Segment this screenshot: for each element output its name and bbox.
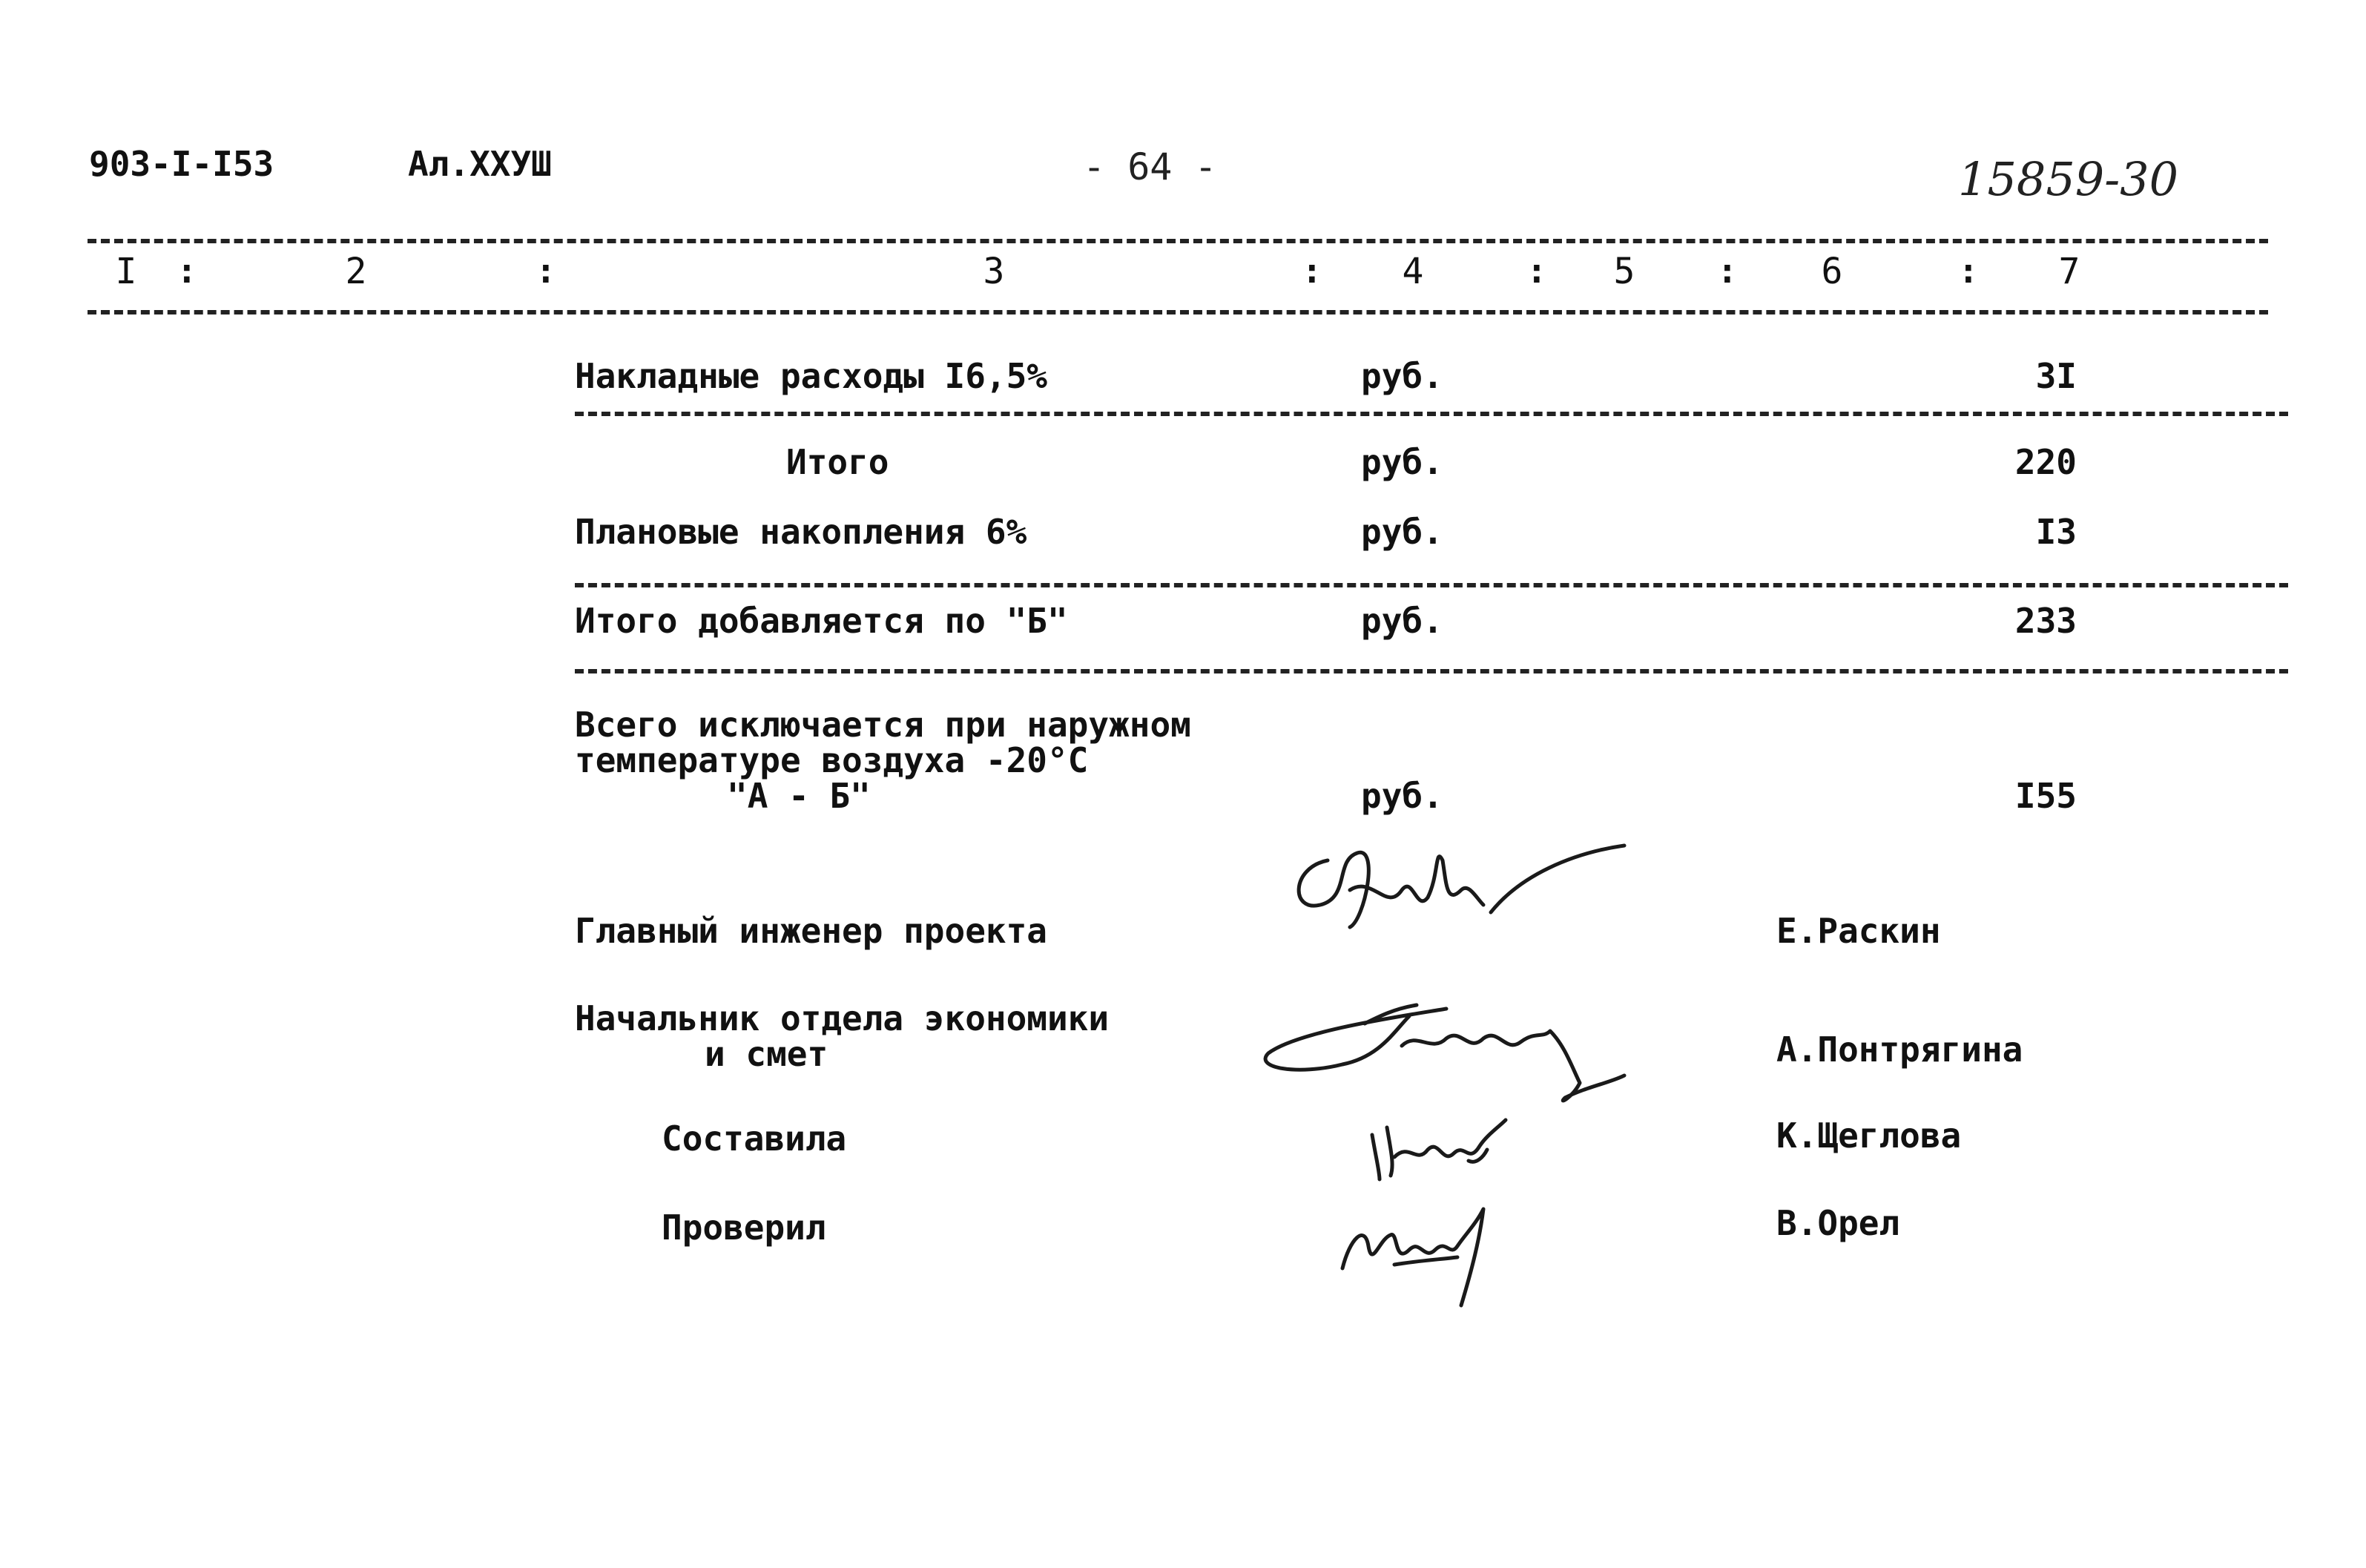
- signature-role-checked: Проверил: [662, 1208, 826, 1248]
- column-number-5: 5: [1613, 251, 1635, 292]
- signature-scribble-orel: [1328, 1194, 1520, 1313]
- row-label-overhead: Накладные расходы I6,5%: [575, 356, 1047, 396]
- column-number-4: 4: [1402, 251, 1424, 292]
- row-unit: руб.: [1361, 356, 1443, 396]
- signature-name: В.Орел: [1776, 1203, 1900, 1243]
- signature-scribble-pontryagina: [1253, 986, 1639, 1120]
- row-unit: руб.: [1361, 512, 1443, 552]
- signature-name: А.Понтрягина: [1776, 1030, 2023, 1070]
- column-separator: :: [536, 251, 556, 291]
- column-number-3: 3: [983, 251, 1005, 292]
- row-rule: [575, 583, 2288, 587]
- column-number-6: 6: [1821, 251, 1843, 292]
- row-value: 3I: [2035, 356, 2077, 396]
- header-bottom-rule: [88, 310, 2268, 314]
- column-separator: :: [1717, 251, 1738, 291]
- signature-scribble-raskin: [1276, 831, 1632, 942]
- album-number: Ал.XXУШ: [408, 144, 552, 184]
- handwritten-sheet-number: 15859-30: [1958, 152, 2179, 206]
- signature-role-economics-head-line-2: и смет: [705, 1034, 828, 1074]
- signature-name: Е.Раскин: [1776, 911, 1941, 951]
- page-number: - 64 -: [1083, 145, 1217, 188]
- row-unit: руб.: [1361, 601, 1443, 641]
- signature-scribble-shcheglova: [1357, 1105, 1520, 1194]
- row-value: I55: [2014, 776, 2077, 816]
- row-unit: руб.: [1361, 442, 1443, 482]
- row-value: 220: [2014, 442, 2077, 482]
- column-separator: :: [1958, 251, 1979, 291]
- row-rule: [575, 412, 2288, 416]
- row-value: 233: [2014, 601, 2077, 641]
- row-unit: руб.: [1361, 776, 1443, 816]
- header-top-rule: [88, 239, 2268, 243]
- column-separator: :: [177, 251, 197, 291]
- row-label-total-excluded-line-2: температуре воздуха -20°С: [575, 740, 1089, 780]
- row-label-planned-savings: Плановые накопления 6%: [575, 512, 1027, 552]
- column-separator: :: [1526, 251, 1547, 291]
- row-rule: [575, 669, 2288, 673]
- signature-name: К.Щеглова: [1776, 1116, 1962, 1156]
- column-number-1: I: [115, 251, 137, 292]
- document-code: 903-I-I53: [89, 144, 274, 184]
- signature-role-compiled: Составила: [662, 1119, 847, 1159]
- row-label-total-added: Итого добавляется по "Б": [575, 601, 1068, 641]
- column-number-7: 7: [2058, 251, 2080, 292]
- column-number-2: 2: [345, 251, 367, 292]
- row-label-total-excluded-line-3: "А - Б": [727, 776, 871, 816]
- signature-role-economics-head-line-1: Начальник отдела экономики: [575, 998, 1110, 1038]
- row-label-total-excluded-line-1: Всего исключается при наружном: [575, 705, 1191, 745]
- row-label-subtotal: Итого: [786, 442, 889, 482]
- row-value: I3: [2035, 512, 2077, 552]
- column-separator: :: [1302, 251, 1322, 291]
- signature-role-chief-engineer: Главный инженер проекта: [575, 911, 1047, 951]
